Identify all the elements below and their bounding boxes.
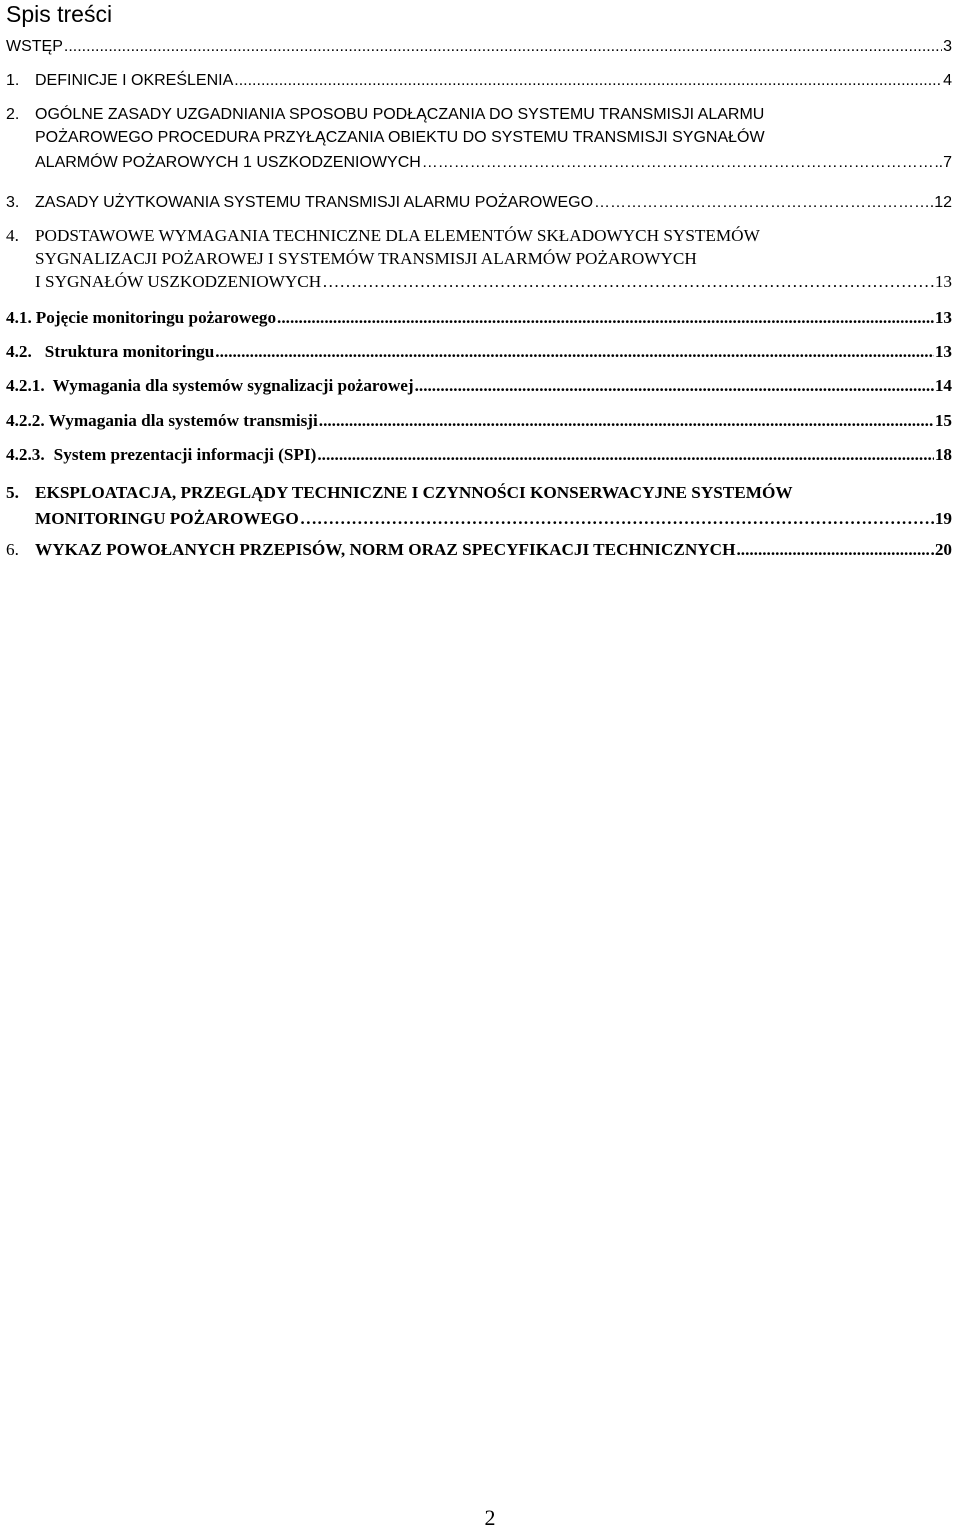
toc-leader-dots — [736, 538, 929, 561]
toc-leader-dots — [215, 340, 934, 363]
toc-entry-number: 4.2. — [6, 342, 32, 361]
toc-entry-5[interactable] — [6, 481, 952, 530]
toc-entry-number: 5. — [6, 483, 19, 502]
toc-entry-text: Wymagania dla systemów transmisji — [48, 411, 318, 430]
toc-entry-number: 1. — [6, 72, 20, 89]
toc-entry-text: DEFINICJE I OKREŚLENIA — [35, 72, 234, 89]
toc-leader-dots — [594, 191, 929, 214]
page-number: 2 — [484, 1505, 496, 1530]
toc-entry-4-2-1[interactable] — [6, 374, 952, 397]
toc-entry-number: 4. — [6, 226, 19, 245]
toc-entry-text-line-1: PODSTAWOWE WYMAGANIA TECHNICZNE DLA ELEMENTÓW SKŁADOWYCH SYSTEMÓW — [35, 226, 760, 245]
toc-entry-text: Wymagania dla systemów sygnalizacji pożarowej — [52, 376, 414, 395]
toc-entry-text: WSTĘP — [6, 38, 63, 55]
toc-leader-dots — [317, 443, 933, 466]
toc-leader-dots — [322, 270, 934, 293]
toc-leader-dots — [415, 374, 934, 397]
toc-entry-text-line-3: I SYGNAŁÓW USZKODZENIOWYCH — [35, 272, 322, 291]
toc-leader-dots — [234, 69, 942, 92]
toc-entry-number: 4.2.2. — [6, 411, 45, 430]
toc-entry-number: 4.2.1. — [6, 376, 45, 395]
toc-title: Spis treści — [6, 1, 113, 27]
toc-entry-page: .20 — [930, 540, 952, 559]
toc-entry-number: 6. — [6, 540, 19, 559]
toc-leader-dots — [277, 306, 934, 329]
toc-entry-text-line-2: POŻAROWEGO PROCEDURA PRZYŁĄCZANIA OBIEKTU DO SYSTEMU TRANSMISJI SYGNAŁÓW — [35, 129, 765, 146]
toc-leader-dots — [64, 35, 942, 58]
toc-entry-text: System prezentacji informacji (SPI) — [53, 445, 317, 464]
toc-entry-text-line-2: SYGNALIZACJI POŻAROWEJ I SYSTEMÓW TRANSMISJI ALARMÓW POŻAROWYCH — [35, 249, 697, 268]
toc-entry-page: 15 — [934, 411, 952, 430]
toc-entry-page: 14 — [934, 376, 952, 395]
toc-entry-page: .19 — [930, 509, 952, 528]
toc-entry-page: 4 — [943, 72, 952, 89]
toc-entry-page: 13 — [934, 342, 952, 361]
toc-entry-page: 13 — [934, 272, 952, 291]
toc-leader-dots — [319, 409, 934, 432]
toc-entry-6[interactable] — [6, 538, 952, 561]
toc-entry-page: 18 — [934, 445, 952, 464]
toc-entry-text-line-3: ALARMÓW POŻAROWYCH 1 USZKODZENIOWYCH — [35, 154, 421, 171]
toc-leader-dots — [300, 507, 930, 530]
toc-entry-3[interactable] — [6, 191, 952, 214]
toc-entry-text: Pojęcie monitoringu pożarowego — [35, 308, 277, 327]
toc-entry-1[interactable] — [6, 69, 952, 92]
toc-entry-4-2-3[interactable] — [6, 443, 952, 466]
toc-entry-2[interactable] — [6, 103, 952, 174]
toc-entry-text-line-1: EKSPLOATACJA, PRZEGLĄDY TECHNICZNE I CZYNNOŚCI KONSERWACYJNE SYSTEMÓW — [35, 483, 793, 502]
toc-entry-number: 4.2.3. — [6, 445, 45, 464]
toc-entry-text: Struktura monitoringu — [44, 342, 215, 361]
toc-entry-text-line-1: OGÓLNE ZASADY UZGADNIANIA SPOSOBU PODŁĄCZANIA DO SYSTEMU TRANSMISJI ALARMU — [35, 106, 765, 123]
toc-entry-number: 2. — [6, 106, 20, 123]
toc-entry-4[interactable] — [6, 224, 952, 293]
toc-entry-page: .7 — [938, 154, 952, 171]
toc-entry-page: 3 — [943, 38, 952, 55]
toc-entry-wstep[interactable] — [6, 35, 952, 58]
toc-entry-text: ZASADY UŻYTKOWANIA SYSTEMU TRANSMISJI ALARMU POŻAROWEGO — [35, 194, 594, 211]
toc-entry-4-1[interactable] — [6, 306, 952, 329]
toc-leader-dots — [422, 151, 938, 174]
toc-entry-number: 3. — [6, 194, 20, 211]
toc-entry-4-2-2[interactable] — [6, 409, 952, 432]
toc-entry-number: 4.1. — [6, 308, 32, 327]
toc-entry-text-line-2: MONITORINGU POŻAROWEGO — [35, 509, 299, 528]
toc-entry-page: 13 — [934, 308, 952, 327]
toc-entry-4-2[interactable] — [6, 340, 952, 363]
toc-entry-page: .12 — [929, 194, 952, 211]
toc-entry-text: WYKAZ POWOŁANYCH PRZEPISÓW, NORM ORAZ SPECYFIKACJI TECHNICZNYCH — [35, 540, 736, 559]
